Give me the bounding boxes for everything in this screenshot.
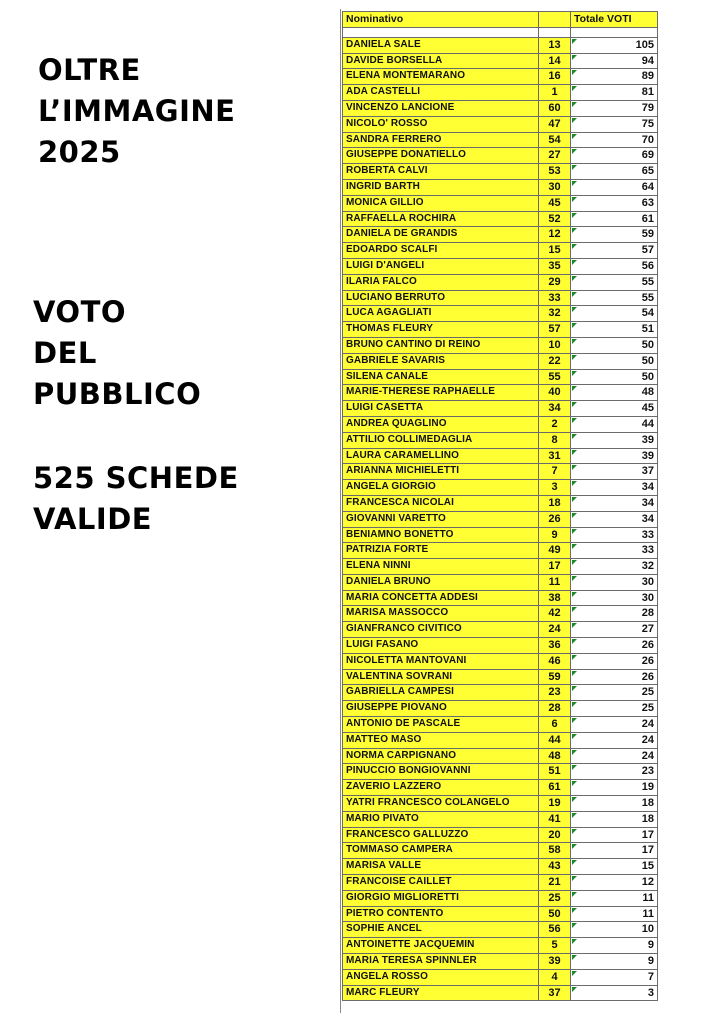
candidate-name-cell: TOMMASO CAMPERA	[343, 843, 539, 859]
blank-cell	[539, 27, 571, 37]
table-row	[343, 164, 658, 180]
vote-total-cell: 19	[571, 780, 658, 796]
vote-type-heading	[33, 292, 201, 415]
vote-total-cell: 70	[571, 132, 658, 148]
candidate-number-cell: 8	[539, 432, 571, 448]
candidate-number-cell: 59	[539, 669, 571, 685]
candidate-number-cell: 2	[539, 416, 571, 432]
candidate-number-cell: 16	[539, 69, 571, 85]
candidate-number-cell: 29	[539, 274, 571, 290]
candidate-number-cell: 53	[539, 164, 571, 180]
header-votes: Totale VOTI	[571, 12, 658, 28]
vote-total-cell: 59	[571, 227, 658, 243]
candidate-name-cell: ZAVERIO LAZZERO	[343, 780, 539, 796]
table-row	[343, 701, 658, 717]
vote-total-cell: 10	[571, 922, 658, 938]
candidate-name-cell: LUCIANO BERRUTO	[343, 290, 539, 306]
vote-total-cell: 51	[571, 322, 658, 338]
vote-total-cell: 23	[571, 764, 658, 780]
candidate-name-cell: LUIGI CASETTA	[343, 401, 539, 417]
vote-total-cell: 26	[571, 669, 658, 685]
vote-total-cell: 26	[571, 653, 658, 669]
candidate-name-cell: MARIA TERESA SPINNLER	[343, 954, 539, 970]
candidate-name-cell: LUIGI D'ANGELI	[343, 258, 539, 274]
table-row	[343, 875, 658, 891]
candidate-number-cell: 39	[539, 954, 571, 970]
candidate-name-cell: SILENA CANALE	[343, 369, 539, 385]
vote-total-cell: 18	[571, 796, 658, 812]
vote-total-cell: 61	[571, 211, 658, 227]
candidate-name-cell: GIUSEPPE DONATIELLO	[343, 148, 539, 164]
vote-total-cell: 17	[571, 827, 658, 843]
candidate-name-cell: NICOLO' ROSSO	[343, 116, 539, 132]
vote-total-cell: 32	[571, 559, 658, 575]
vote-total-cell: 26	[571, 638, 658, 654]
candidate-name-cell: ARIANNA MICHIELETTI	[343, 464, 539, 480]
table-row	[343, 622, 658, 638]
candidate-number-cell: 36	[539, 638, 571, 654]
vote-total-cell: 17	[571, 843, 658, 859]
candidate-name-cell: BRUNO CANTINO DI REINO	[343, 337, 539, 353]
candidate-name-cell: PIETRO CONTENTO	[343, 906, 539, 922]
vote-total-cell: 64	[571, 179, 658, 195]
results-spreadsheet	[342, 11, 657, 1001]
candidate-number-cell: 30	[539, 179, 571, 195]
candidate-number-cell: 12	[539, 227, 571, 243]
candidate-number-cell: 57	[539, 322, 571, 338]
candidate-number-cell: 55	[539, 369, 571, 385]
candidate-number-cell: 43	[539, 859, 571, 875]
vote-total-cell: 24	[571, 748, 658, 764]
candidate-name-cell: MATTEO MASO	[343, 732, 539, 748]
candidate-number-cell: 33	[539, 290, 571, 306]
candidate-name-cell: MARIE-THERESE RAPHAELLE	[343, 385, 539, 401]
candidate-number-cell: 19	[539, 796, 571, 812]
header-name: Nominativo	[343, 12, 539, 28]
vote-total-cell: 63	[571, 195, 658, 211]
candidate-number-cell: 31	[539, 448, 571, 464]
vote-type-line: VOTO	[33, 295, 127, 329]
vote-total-cell: 89	[571, 69, 658, 85]
vote-total-cell: 24	[571, 717, 658, 733]
candidate-number-cell: 9	[539, 527, 571, 543]
candidate-name-cell: INGRID BARTH	[343, 179, 539, 195]
candidate-number-cell: 23	[539, 685, 571, 701]
table-row	[343, 179, 658, 195]
candidate-name-cell: ELENA NINNI	[343, 559, 539, 575]
candidate-name-cell: DANIELA BRUNO	[343, 574, 539, 590]
blank-cell	[343, 27, 539, 37]
headline-block	[0, 0, 330, 1024]
table-row	[343, 258, 658, 274]
table-row	[343, 796, 658, 812]
candidate-number-cell: 61	[539, 780, 571, 796]
candidate-number-cell: 45	[539, 195, 571, 211]
vote-total-cell: 9	[571, 938, 658, 954]
candidate-number-cell: 20	[539, 827, 571, 843]
vote-total-cell: 57	[571, 243, 658, 259]
candidate-name-cell: DANIELA DE GRANDIS	[343, 227, 539, 243]
vote-total-cell: 27	[571, 622, 658, 638]
candidate-number-cell: 38	[539, 590, 571, 606]
table-row	[343, 938, 658, 954]
candidate-number-cell: 51	[539, 764, 571, 780]
vote-total-cell: 18	[571, 811, 658, 827]
candidate-number-cell: 14	[539, 53, 571, 69]
vote-total-cell: 25	[571, 701, 658, 717]
vote-total-cell: 50	[571, 353, 658, 369]
candidate-name-cell: MARC FLEURY	[343, 985, 539, 1001]
candidate-name-cell: MARIO PIVATO	[343, 811, 539, 827]
event-title-line: L’IMMAGINE	[38, 94, 236, 128]
candidate-number-cell: 44	[539, 732, 571, 748]
candidate-number-cell: 52	[539, 211, 571, 227]
vote-total-cell: 34	[571, 495, 658, 511]
candidate-name-cell: DAVIDE BORSELLA	[343, 53, 539, 69]
candidate-number-cell: 4	[539, 969, 571, 985]
table-row	[343, 353, 658, 369]
table-row	[343, 432, 658, 448]
candidate-name-cell: SOPHIE ANCEL	[343, 922, 539, 938]
vote-total-cell: 55	[571, 290, 658, 306]
vote-total-cell: 11	[571, 906, 658, 922]
vote-total-cell: 34	[571, 511, 658, 527]
candidate-number-cell: 54	[539, 132, 571, 148]
table-row	[343, 764, 658, 780]
candidate-number-cell: 41	[539, 811, 571, 827]
table-row	[343, 906, 658, 922]
event-title-line: 2025	[38, 135, 121, 169]
candidate-name-cell: GABRIELE SAVARIS	[343, 353, 539, 369]
event-title	[38, 50, 235, 173]
candidate-number-cell: 10	[539, 337, 571, 353]
table-row	[343, 69, 658, 85]
candidate-name-cell: BENIAMNO BONETTO	[343, 527, 539, 543]
table-row	[343, 337, 658, 353]
candidate-name-cell: ANGELA ROSSO	[343, 969, 539, 985]
table-row	[343, 922, 658, 938]
candidate-name-cell: ANGELA GIORGIO	[343, 480, 539, 496]
vote-total-cell: 11	[571, 890, 658, 906]
table-row	[343, 211, 658, 227]
candidate-name-cell: MARISA MASSOCCO	[343, 606, 539, 622]
table-row	[343, 985, 658, 1001]
candidate-number-cell: 7	[539, 464, 571, 480]
candidate-name-cell: ELENA MONTEMARANO	[343, 69, 539, 85]
candidate-number-cell: 34	[539, 401, 571, 417]
vote-total-cell: 45	[571, 401, 658, 417]
table-row	[343, 401, 658, 417]
candidate-number-cell: 13	[539, 37, 571, 53]
table-row	[343, 669, 658, 685]
candidate-number-cell: 32	[539, 306, 571, 322]
vote-total-cell: 33	[571, 527, 658, 543]
table-row	[343, 290, 658, 306]
candidate-number-cell: 35	[539, 258, 571, 274]
table-row	[343, 369, 658, 385]
table-row	[343, 780, 658, 796]
vote-total-cell: 55	[571, 274, 658, 290]
table-row	[343, 480, 658, 496]
vote-total-cell: 12	[571, 875, 658, 891]
blank-cell	[571, 27, 658, 37]
table-row	[343, 811, 658, 827]
candidate-name-cell: LUIGI FASANO	[343, 638, 539, 654]
candidate-name-cell: MARIA CONCETTA ADDESI	[343, 590, 539, 606]
candidate-name-cell: SANDRA FERRERO	[343, 132, 539, 148]
table-row	[343, 416, 658, 432]
candidate-name-cell: DANIELA SALE	[343, 37, 539, 53]
event-title-line: OLTRE	[38, 53, 141, 87]
candidate-number-cell: 28	[539, 701, 571, 717]
vote-total-cell: 15	[571, 859, 658, 875]
candidate-number-cell: 46	[539, 653, 571, 669]
table-row	[343, 322, 658, 338]
header-number	[539, 12, 571, 28]
candidate-number-cell: 27	[539, 148, 571, 164]
vote-total-cell: 50	[571, 369, 658, 385]
candidate-name-cell: PATRIZIA FORTE	[343, 543, 539, 559]
candidate-name-cell: THOMAS FLEURY	[343, 322, 539, 338]
candidate-name-cell: ANDREA QUAGLINO	[343, 416, 539, 432]
vote-total-cell: 94	[571, 53, 658, 69]
vote-total-cell: 39	[571, 448, 658, 464]
table-row	[343, 195, 658, 211]
vote-type-line: PUBBLICO	[33, 377, 202, 411]
vote-total-cell: 44	[571, 416, 658, 432]
vote-total-cell: 81	[571, 85, 658, 101]
vote-total-cell: 30	[571, 574, 658, 590]
table-row	[343, 464, 658, 480]
candidate-number-cell: 48	[539, 748, 571, 764]
table-row	[343, 37, 658, 53]
table-row	[343, 306, 658, 322]
candidate-name-cell: LUCA AGAGLIATI	[343, 306, 539, 322]
table-row	[343, 495, 658, 511]
candidate-number-cell: 26	[539, 511, 571, 527]
candidate-name-cell: ILARIA FALCO	[343, 274, 539, 290]
table-row	[343, 574, 658, 590]
table-row	[343, 653, 658, 669]
table-row	[343, 748, 658, 764]
candidate-name-cell: FRANCESCA NICOLAI	[343, 495, 539, 511]
candidate-number-cell: 11	[539, 574, 571, 590]
candidate-number-cell: 25	[539, 890, 571, 906]
table-row	[343, 148, 658, 164]
candidate-number-cell: 15	[539, 243, 571, 259]
table-row	[343, 859, 658, 875]
candidate-number-cell: 21	[539, 875, 571, 891]
vote-total-cell: 37	[571, 464, 658, 480]
table-row	[343, 385, 658, 401]
candidate-number-cell: 5	[539, 938, 571, 954]
results-table	[342, 11, 658, 1001]
table-row	[343, 717, 658, 733]
vote-total-cell: 105	[571, 37, 658, 53]
vote-total-cell: 75	[571, 116, 658, 132]
vote-total-cell: 33	[571, 543, 658, 559]
candidate-name-cell: GIANFRANCO CIVITICO	[343, 622, 539, 638]
vote-total-cell: 9	[571, 954, 658, 970]
candidate-number-cell: 56	[539, 922, 571, 938]
candidate-name-cell: FRANCESCO GALLUZZO	[343, 827, 539, 843]
table-row	[343, 116, 658, 132]
candidate-name-cell: VALENTINA SOVRANI	[343, 669, 539, 685]
table-row	[343, 843, 658, 859]
vote-total-cell: 28	[571, 606, 658, 622]
candidate-name-cell: NICOLETTA MANTOVANI	[343, 653, 539, 669]
vote-total-cell: 56	[571, 258, 658, 274]
table-row	[343, 543, 658, 559]
vote-total-cell: 30	[571, 590, 658, 606]
results-body	[343, 27, 658, 1001]
candidate-number-cell: 42	[539, 606, 571, 622]
candidate-number-cell: 24	[539, 622, 571, 638]
vote-total-cell: 79	[571, 100, 658, 116]
candidate-name-cell: NORMA CARPIGNANO	[343, 748, 539, 764]
table-row	[343, 100, 658, 116]
vote-total-cell: 24	[571, 732, 658, 748]
table-row	[343, 590, 658, 606]
table-row	[343, 274, 658, 290]
table-row	[343, 132, 658, 148]
candidate-name-cell: MARISA VALLE	[343, 859, 539, 875]
candidate-number-cell: 17	[539, 559, 571, 575]
table-row	[343, 890, 658, 906]
valid-ballots-line: VALIDE	[33, 502, 153, 536]
valid-ballots-line: 525 SCHEDE	[33, 461, 239, 495]
candidate-name-cell: RAFFAELLA ROCHIRA	[343, 211, 539, 227]
table-row	[343, 969, 658, 985]
vote-total-cell: 48	[571, 385, 658, 401]
candidate-number-cell: 40	[539, 385, 571, 401]
table-row	[343, 732, 658, 748]
candidate-name-cell: ROBERTA CALVI	[343, 164, 539, 180]
candidate-number-cell: 18	[539, 495, 571, 511]
vote-total-cell: 34	[571, 480, 658, 496]
blank-row	[343, 27, 658, 37]
candidate-number-cell: 3	[539, 480, 571, 496]
vote-total-cell: 50	[571, 337, 658, 353]
candidate-number-cell: 50	[539, 906, 571, 922]
vote-type-line: DEL	[33, 336, 97, 370]
candidate-name-cell: ATTILIO COLLIMEDAGLIA	[343, 432, 539, 448]
table-row	[343, 527, 658, 543]
candidate-name-cell: MONICA GILLIO	[343, 195, 539, 211]
candidate-number-cell: 6	[539, 717, 571, 733]
candidate-number-cell: 1	[539, 85, 571, 101]
table-row	[343, 954, 658, 970]
table-row	[343, 638, 658, 654]
table-row	[343, 606, 658, 622]
table-row	[343, 827, 658, 843]
vote-total-cell: 54	[571, 306, 658, 322]
candidate-name-cell: GABRIELLA CAMPESI	[343, 685, 539, 701]
vote-total-cell: 69	[571, 148, 658, 164]
candidate-number-cell: 60	[539, 100, 571, 116]
candidate-name-cell: VINCENZO LANCIONE	[343, 100, 539, 116]
candidate-number-cell: 58	[539, 843, 571, 859]
candidate-name-cell: ANTONIO DE PASCALE	[343, 717, 539, 733]
candidate-name-cell: YATRI FRANCESCO COLANGELO	[343, 796, 539, 812]
candidate-name-cell: ANTOINETTE JACQUEMIN	[343, 938, 539, 954]
candidate-name-cell: GIORGIO MIGLIORETTI	[343, 890, 539, 906]
table-row	[343, 559, 658, 575]
candidate-name-cell: PINUCCIO BONGIOVANNI	[343, 764, 539, 780]
table-row	[343, 448, 658, 464]
vote-total-cell: 65	[571, 164, 658, 180]
candidate-name-cell: LAURA CARAMELLINO	[343, 448, 539, 464]
header-row	[343, 12, 658, 28]
candidate-number-cell: 22	[539, 353, 571, 369]
vote-total-cell: 3	[571, 985, 658, 1001]
vote-total-cell: 7	[571, 969, 658, 985]
candidate-name-cell: ADA CASTELLI	[343, 85, 539, 101]
table-row	[343, 85, 658, 101]
table-row	[343, 243, 658, 259]
valid-ballots-heading	[33, 458, 239, 540]
table-row	[343, 53, 658, 69]
candidate-number-cell: 37	[539, 985, 571, 1001]
table-row	[343, 685, 658, 701]
candidate-name-cell: FRANCOISE CAILLET	[343, 875, 539, 891]
candidate-number-cell: 47	[539, 116, 571, 132]
vote-total-cell: 25	[571, 685, 658, 701]
table-row	[343, 227, 658, 243]
candidate-name-cell: GIOVANNI VARETTO	[343, 511, 539, 527]
candidate-name-cell: EDOARDO SCALFI	[343, 243, 539, 259]
candidate-name-cell: GIUSEPPE PIOVANO	[343, 701, 539, 717]
table-row	[343, 511, 658, 527]
candidate-number-cell: 49	[539, 543, 571, 559]
vote-total-cell: 39	[571, 432, 658, 448]
